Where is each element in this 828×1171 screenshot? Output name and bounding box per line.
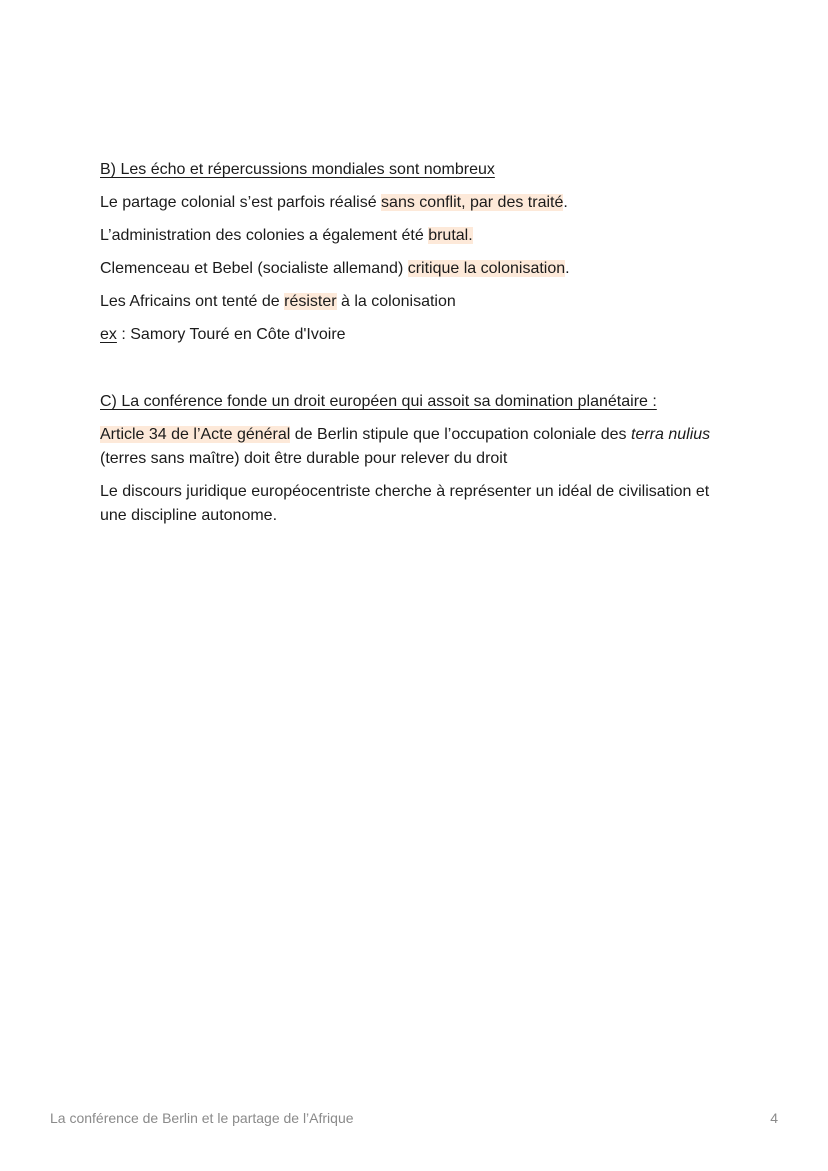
section-b-paragraph-4 (100, 290, 740, 314)
text-run: : Samory Touré en Côte d'Ivoire (116, 326, 346, 343)
section-b-example (100, 323, 740, 347)
text-run: . (563, 194, 568, 211)
section-c-paragraph-1 (100, 423, 740, 471)
page-number: 4 (770, 1110, 778, 1126)
section-b-paragraph-1 (100, 191, 740, 215)
text-run: L’administration des colonies a également été (100, 227, 429, 244)
text-run: à la colonisation (336, 293, 456, 310)
underlined-text: ex (100, 326, 117, 343)
footer-title: La conférence de Berlin et le partage de l’Afrique (50, 1110, 354, 1126)
text-run: . (565, 260, 570, 277)
text-run: de Berlin stipule que l’occupation coloniale des (290, 426, 631, 443)
section-b-heading: B) Les écho et répercussions mondiales sont nombreux (100, 161, 495, 178)
highlighted-text: Article 34 de l’Acte général (100, 426, 291, 443)
text-run: Clemenceau et Bebel (socialiste allemand) (100, 260, 408, 277)
section-b-paragraph-3 (100, 257, 740, 281)
section-b-paragraph-2 (100, 224, 740, 248)
highlighted-text: résister (284, 293, 337, 310)
text-run: Le partage colonial s’est parfois réalisé (100, 194, 382, 211)
section-c-paragraph-2: Le discours juridique européocentriste cherche à représenter un idéal de civilisation et une discipline autonome. (100, 483, 710, 524)
text-run: Les Africains ont tenté de (100, 293, 285, 310)
section-spacer (100, 356, 740, 390)
section-c-heading: C) La conférence fonde un droit européen qui assoit sa domination planétaire : (100, 393, 657, 410)
highlighted-text: sans conflit, par des traité (381, 194, 564, 211)
italic-text: terra nulius (631, 426, 711, 443)
page-content (100, 158, 740, 537)
highlighted-text: critique la colonisation (407, 260, 566, 277)
highlighted-text: brutal. (428, 227, 473, 244)
text-run: (terres sans maître) doit être durable pour relever du droit (100, 450, 508, 467)
